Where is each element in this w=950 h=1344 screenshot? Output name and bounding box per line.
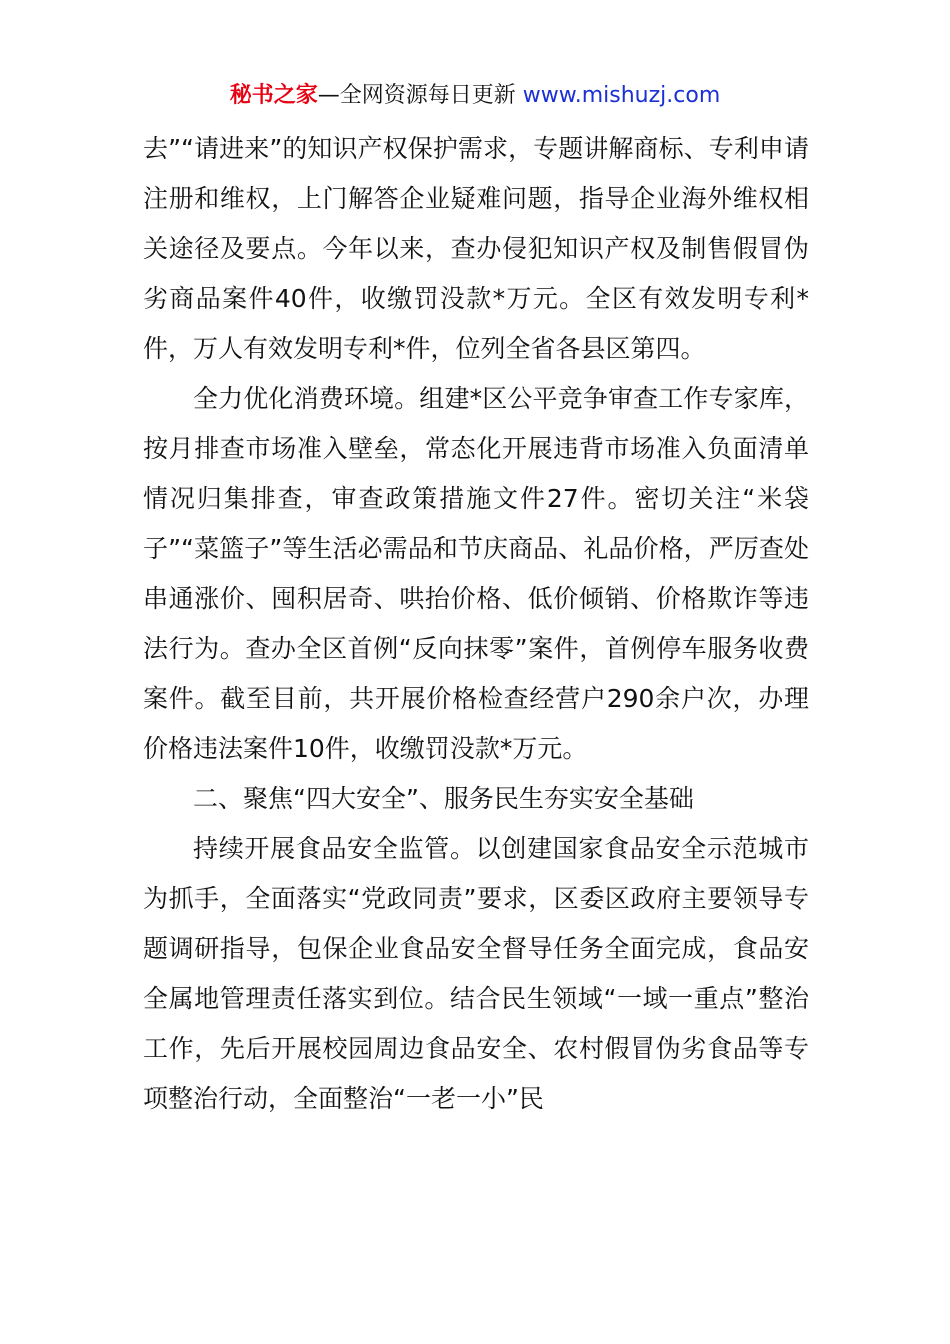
- site-tagline: —全网资源每日更新: [317, 83, 516, 108]
- site-brand: 秘书之家: [229, 83, 318, 108]
- paragraph-consumption-environment: 全力优化消费环境。组建*区公平竞争审查工作专家库，按月排查市场准入壁垒，常态化开展违背市场准入负面清单情况归集排查，审查政策措施文件27件。密切关注“米袋子”“菜篮子”等生活必需品和节庆商品、礼品价格，严厉查处串通涨价、囤积居奇、哄抬价格、低价倾销、价格欺诈等违法行为。查办全区首例“反向抹零”案件，首例停车服务收费案件。截至目前，共开展价格检查经营户290余户次，办理价格违法案件10件，收缴罚没款*万元。: [143, 384, 809, 763]
- site-header: [0, 80, 950, 112]
- document-body: [143, 124, 809, 1124]
- paragraph-continuation: 去”“请进来”的知识产权保护需求，专题讲解商标、专利申请注册和维权，上门解答企业疑难问题，指导企业海外维权相关途径及要点。今年以来，查办侵犯知识产权及制售假冒伪劣商品案件40件，收缴罚没款*万元。全区有效发明专利*件，万人有效发明专利*件，位列全省各县区第四。: [143, 134, 809, 363]
- paragraph-food-safety: 持续开展食品安全监管。以创建国家食品安全示范城市为抓手，全面落实“党政同责”要求，区委区政府主要领导专题调研指导，包保企业食品安全督导任务全面完成，食品安全属地管理责任落实到位。结合民生领域“一域一重点”整治工作，先后开展校园周边食品安全、农村假冒伪劣食品等专项整治行动，全面整治“一老一小”民: [143, 834, 809, 1113]
- site-url-link[interactable]: www.mishuzj.com: [522, 83, 721, 108]
- section-heading: 二、聚焦“四大安全”、服务民生夯实安全基础: [193, 784, 694, 813]
